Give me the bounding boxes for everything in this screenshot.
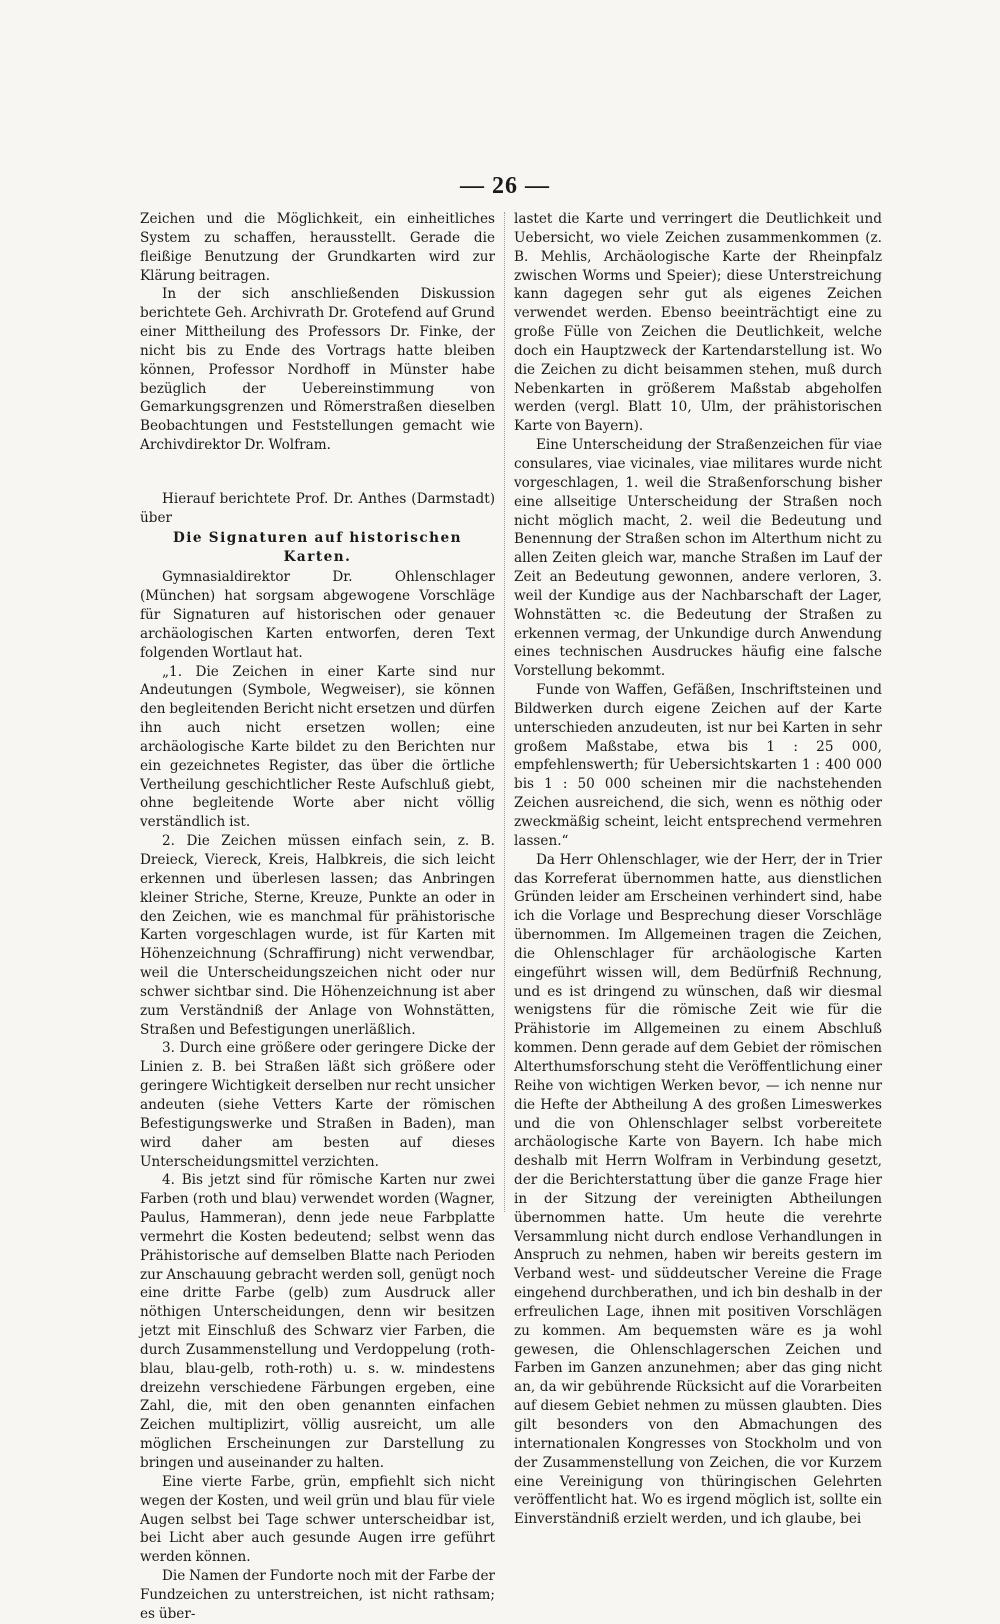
paragraph: Funde von Waffen, Gefäßen, Inschriftsteinen und Bildwerken durch eigene Zeichen auf der Karte unterschieden anzudeuten, ist nur bei Karten in sehr großem Maßstabe, etwa bis 1 : 25 000, empfehlenswerth; für Uebersichtskarten 1 : 400 000 bis 1 : 50 000 scheinen mir die nachstehenden Zeichen ausreichend, die sich, wenn es nöthig oder zweckmäßig scheint, leicht entsprechend vermehren lassen.“ xyxy=(514,682,882,849)
paragraph: Eine Unterscheidung der Straßenzeichen für viae consulares, viae vicinales, viae militares wurde nicht vorgeschlagen, 1. weil die Straßenforschung bisher eine allseitige Unterscheidung der Straßen noch nicht möglich macht, 2. weil die Bedeutung und Benennung der Straßen schon im Alterthum nicht zu allen Zeiten gleich war, manche Straßen im Lauf der Zeit an Bedeutung gewonnen, andere verloren, 3. weil der Kundige aus der Nachbarschaft der Lager, Wohnstätten ꝛc. die Bedeutung der Straßen zu erkennen vermag, der Unkundige durch Anwendung eines technischen Ausdruckes häufig eine falsche Vorstellung bekommt. xyxy=(514,437,882,680)
paragraph: 2. Die Zeichen müssen einfach sein, z. B. Dreieck, Viereck, Kreis, Halbkreis, die sich leicht erkennen und überlesen lassen; das Anbringen kleiner Striche, Sterne, Kreuze, Punkte an oder in den Zeichen, wie es manchmal für prähistorische Karten vorgeschlagen wurde, ist für Karten mit Höhenzeichnung (Schraffirung) nicht verwendbar, weil die Unterscheidungszeichen nicht oder nur schwer sichtbar sind. Die Höhenzeichnung ist aber zum Verständniß der Anlage von Wohnstätten, Straßen und Befestigungen unerläßlich. xyxy=(140,833,495,1038)
right-column xyxy=(514,210,882,1529)
section-gap xyxy=(140,455,495,490)
paragraph: Die Namen der Fundorte noch mit der Farbe der Fundzeichen zu unterstreichen, ist nicht rathsam; es über- xyxy=(140,1568,495,1622)
left-column xyxy=(140,210,495,1624)
paragraph: Eine vierte Farbe, grün, empfiehlt sich nicht wegen der Kosten, und weil grün und blau für viele Augen selbst bei Tage schwer unterscheidbar ist, bei Licht aber auch gesunde Augen irre geführt werden können. xyxy=(140,1473,495,1566)
paragraph: 3. Durch eine größere oder geringere Dicke der Linien z. B. bei Straßen läßt sich größere oder geringere Wichtigkeit derselben nur recht unsicher andeuten (siehe Vetters Karte der römischen Befestigungswerke und Straßen in Baden), man wird daher am besten auf dieses Unterscheidungsmittel verzichten. xyxy=(140,1040,495,1170)
column-divider xyxy=(504,212,505,1212)
paragraph: Gymnasialdirektor Dr. Ohlenschlager (München) hat sorgsam abgewogene Vorschläge für Signaturen auf historischen oder genauer archäologischen Karten entworfen, deren Text folgenden Wortlaut hat. xyxy=(140,569,495,661)
paragraph: Da Herr Ohlenschlager, wie der Herr, der in Trier das Korreferat übernommen hatte, aus dienstlichen Gründen leider am Erscheinen verhindert sind, habe ich die Vorlage und Besprechung dieser Vorschläge übernommen. Im Allgemeinen tragen die Zeichen, die Ohlenschlager für archäologische Karten eingeführt wissen will, dem Bedürfniß Rechnung, und es ist dringend zu wünschen, daß wir diesmal wenigstens für die römische Zeit wie für die Prähistorie im Allgemeinen zu einem Abschluß kommen. Denn gerade auf dem Gebiet der römischen Alterthumsforschung steht die Veröffentlichung einer Reihe von wichtigen Werken bevor, — ich nenne nur die Hefte der Abtheilung A des großen Limeswerkes und die von Ohlenschlager selbst vorbereitete archäologische Karte von Bayern. Ich habe mich deshalb mit Herrn Wolfram in Verbindung gesetzt, der die Berichterstattung über die ganze Frage hier in der Sitzung der vereinigten Abtheilungen übernommen hatte. Um heute die verehrte Versammlung nicht durch endlose Verhandlungen in Anspruch zu nehmen, haben wir bereits gestern im Verband west- und süddeutscher Vereine die Frage eingehend durchberathen, und ich bin deshalb in der erfreulichen Lage, ihnen mit positiven Vorschlägen zu kommen. Am bequemsten wäre es ja wohl gewesen, die Ohlenschlagerschen Zeichen und Farben im Ganzen anzunehmen; aber das ging nicht an, da wir gebührende Rücksicht auf die Vorarbeiten auf diesem Gebiet nehmen zu müssen glaubten. Dies gilt besonders von den Abmachungen des internationalen Kongresses von Stockholm und von der Zusammenstellung von Zeichen, die vor Kurzem eine Vereinigung von thüringischen Gelehrten veröffentlicht hat. Wo es irgend möglich ist, sollte ein Einverständniß erzielt werden, und ich glaube, bei xyxy=(514,851,882,1528)
section-heading: Die Signaturen auf historischen Karten. xyxy=(172,529,463,565)
paragraph: „1. Die Zeichen in einer Karte sind nur Andeutungen (Symbole, Wegweiser), sie können den begleitenden Bericht nicht ersetzen und dürfen ihn auch nicht ersetzen wollen; eine archäologische Karte bildet zu den Berichten nur ein gezeichnetes Register, das über die örtliche Vertheilung geschichtlicher Reste Aufschluß giebt, ohne begleitende Worte aber nicht völlig verständlich ist. xyxy=(140,663,496,831)
paragraph: 4. Bis jetzt sind für römische Karten nur zwei Farben (roth und blau) verwendet worden (Wagner, Paulus, Hammeran), denn jede neue Farbplatte vermehrt die Kosten bedeutend; selbst wenn das Prähistorische auf demselben Blatte nach Perioden zur Anschauung gebracht werden soll, genügt noch eine dritte Farbe (gelb) zum Ausdruck aller nöthigen Unterscheidungen, denn wir besitzen jetzt mit Einschluß des Schwarz vier Farben, die durch Zusammenstellung und Verdoppelung (roth-blau, blau-gelb, roth-roth) u. s. w. mindestens dreizehn verschiedene Färbungen ergeben, eine Zahl, die, mit den oben genannten einfachen Zeichen multiplizirt, völlig ausreicht, um alle möglichen Erscheinungen zur Darstellung zu bringen und auseinander zu halten. xyxy=(140,1172,495,1471)
paragraph: Hierauf berichtete Prof. Dr. Anthes (Darmstadt) über xyxy=(140,490,495,526)
paragraph: Zeichen und die Möglichkeit, ein einheitliches System zu schaffen, herausstellt. Gerade die fleißige Benutzung der Grundkarten wird zur Klärung beitragen. xyxy=(140,211,495,284)
paragraph: lastet die Karte und verringert die Deutlichkeit und Uebersicht, wo viele Zeichen zusammenkommen (z. B. Mehlis, Archäologische Karte der Rheinpfalz zwischen Worms und Speier); diese Unterstreichung kann dagegen sehr gut als eigenes Zeichen verwendet werden. Ebenso beeinträchtigt eine zu große Fülle von Zeichen die Deutlichkeit, welche doch ein Hauptzweck der Kartendarstellung ist. Wo die Zeichen zu dicht beisammen stehen, muß durch Nebenkarten in größerem Maßstab abgeholfen werden (vergl. Blatt 10, Ulm, der prähistorischen Karte von Bayern). xyxy=(514,211,882,435)
page-number: — 26 — xyxy=(460,173,550,199)
paragraph: In der sich anschließenden Diskussion berichtete Geh. Archivrath Dr. Grotefend auf Grund einer Mittheilung des Professors Dr. Finke, der nicht bis zu Ende des Vortrags hatte bleiben können, Professor Nordhoff in Münster habe bezüglich der Uebereinstimmung von Gemarkungsgrenzen und Römerstraßen dieselben Beobachtungen und Feststellungen gemacht wie Archivdirektor Dr. Wolfram. xyxy=(140,286,495,454)
